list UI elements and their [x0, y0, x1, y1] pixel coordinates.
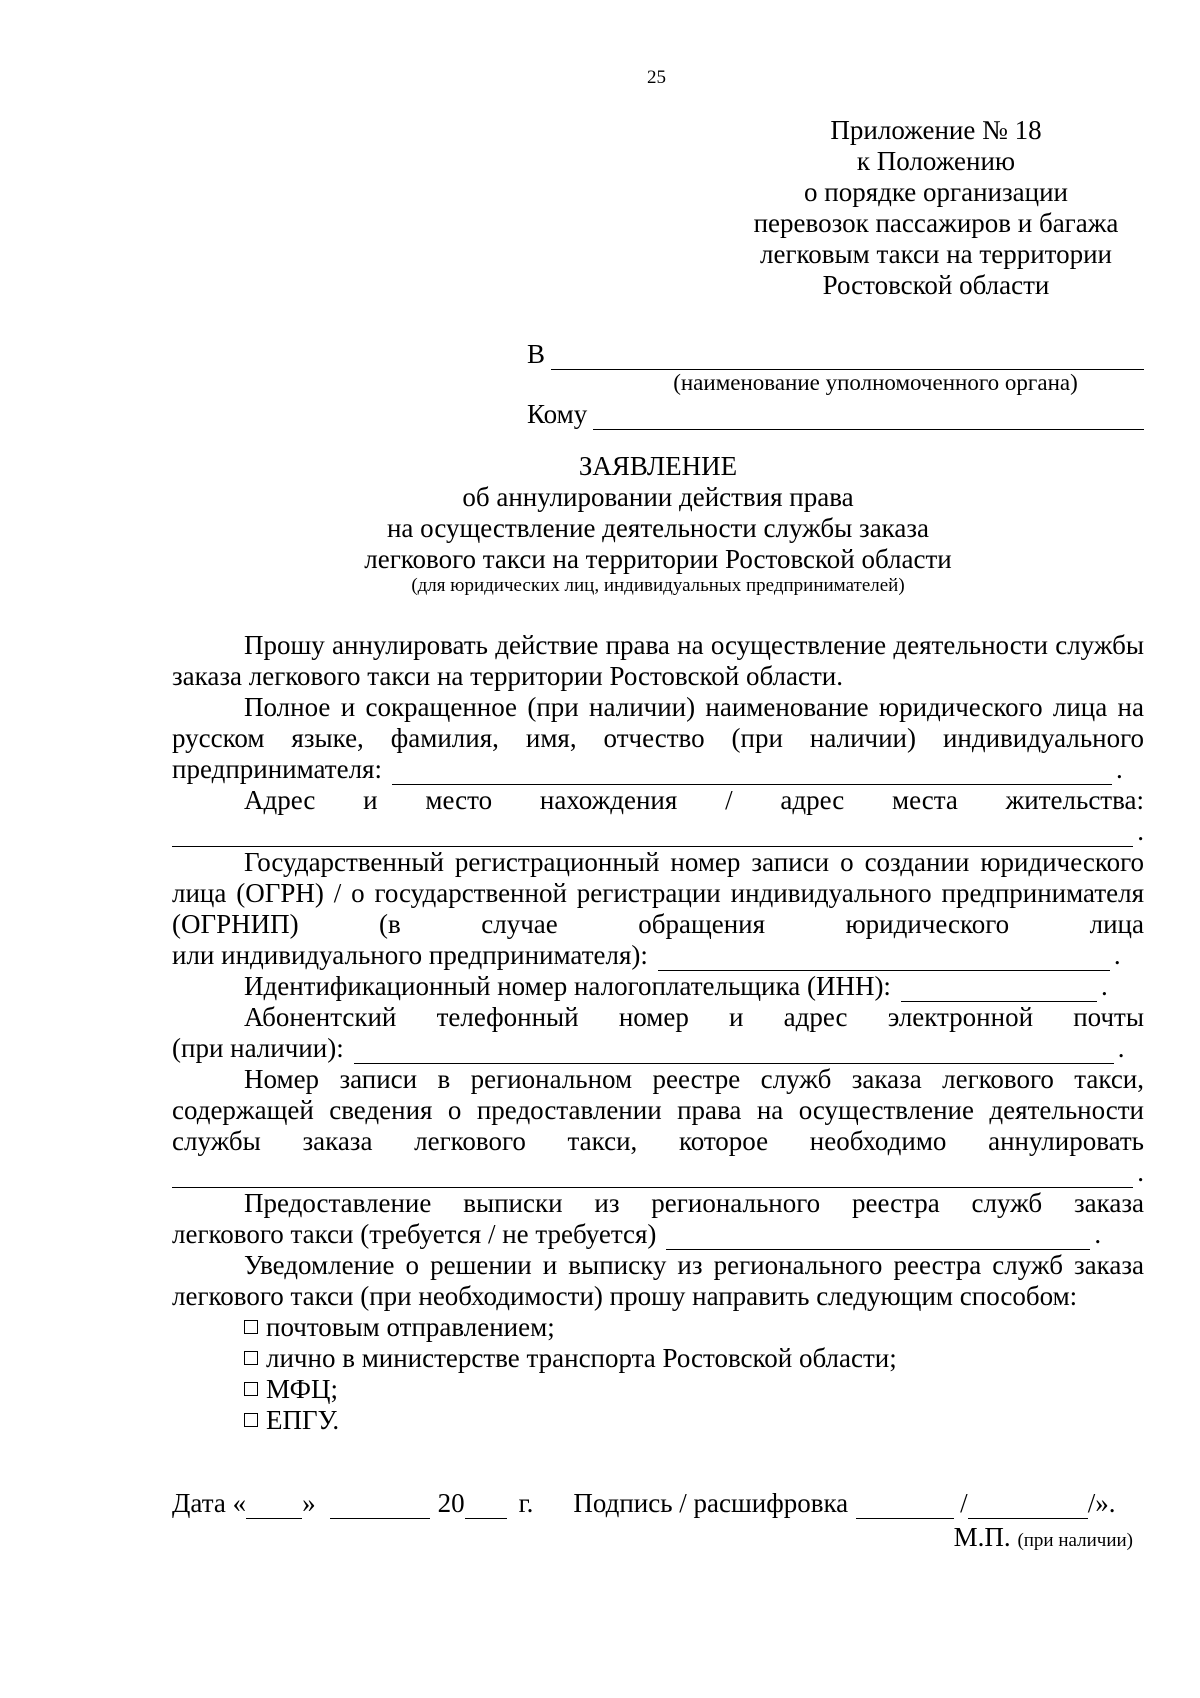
- period: .: [1117, 1033, 1125, 1063]
- signature-block: [172, 1488, 1144, 1519]
- recipient-block: [527, 339, 1144, 430]
- address-field[interactable]: [172, 824, 1133, 847]
- signature-name-field[interactable]: [968, 1496, 1088, 1519]
- title-note: (для юридических лиц, индивидуальных предпринимателей): [411, 575, 905, 596]
- year-prefix: 20: [437, 1488, 465, 1518]
- page-number: 25: [647, 67, 666, 88]
- option-mfc[interactable]: [172, 1374, 1144, 1405]
- ogrn-field[interactable]: [658, 948, 1110, 971]
- option-epgu[interactable]: [172, 1405, 1144, 1436]
- recipient-to-label: В: [527, 339, 546, 369]
- request-paragraph: Прошу аннулировать действие права на осуществление деятельности службы заказа легкового такси на территории Ростовской области.: [172, 630, 1144, 691]
- signature-end: /».: [1087, 1488, 1116, 1518]
- annex-line: Приложение № 18: [830, 115, 1042, 145]
- phone-paragraph: Абонентский телефонный номер и адрес электронной почты: [244, 1002, 1144, 1032]
- name-field[interactable]: [392, 762, 1112, 785]
- stamp-place: [943, 1522, 1133, 1556]
- extract-line: [172, 1219, 1144, 1250]
- checkbox-icon[interactable]: [244, 1351, 258, 1365]
- recipient-authority-field[interactable]: [551, 347, 1144, 370]
- stamp-label: М.П.: [953, 1522, 1011, 1552]
- extract-label: легкового такси (требуется / не требуется): [172, 1219, 657, 1249]
- notice-paragraph: Уведомление о решении и выписку из регионального реестра служб заказа легкового такси (при необходимости) прошу направить следующим способом:: [172, 1250, 1144, 1311]
- address-label: Адрес и место нахождения / адрес места жительства:: [244, 785, 1144, 815]
- period: .: [1115, 754, 1123, 784]
- period: .: [1137, 816, 1144, 846]
- application-body: [172, 630, 1144, 1436]
- date-label: Дата «: [172, 1488, 247, 1518]
- title-line: легкового такси на территории Ростовской области: [364, 544, 952, 574]
- period: .: [1113, 940, 1121, 970]
- option-label: почтовым отправлением;: [266, 1312, 555, 1342]
- name-label: предпринимателя:: [172, 754, 382, 784]
- option-label: ЕПГУ.: [266, 1405, 340, 1435]
- option-ministry[interactable]: [172, 1343, 1144, 1374]
- stamp-note: (при наличии): [1017, 1530, 1133, 1551]
- option-label: МФЦ;: [266, 1374, 338, 1404]
- inn-line: [172, 971, 1144, 1002]
- title-main: ЗАЯВЛЕНИЕ: [578, 451, 738, 481]
- ogrn-paragraph: Государственный регистрационный номер записи о создании юридического лица (ОГРН) / о государственной регистрации индивидуального предпринимателя (ОГРНИП) (в случае обращения юридического лица: [172, 847, 1144, 939]
- recipient-authority-caption: (наименование уполномоченного органа): [673, 370, 1078, 395]
- extract-paragraph: Предоставление выписки из регионального реестра служб заказа: [244, 1188, 1144, 1218]
- registry-paragraph: Номер записи в региональном реестре служб заказа легкового такси, содержащей сведения о предоставлении права на осуществление деятельности службы заказа легкового такси, которое необходимо аннулировать: [172, 1064, 1144, 1156]
- recipient-whom-label: Кому: [527, 399, 588, 429]
- date-signature-line: [172, 1488, 1144, 1519]
- checkbox-icon[interactable]: [244, 1413, 258, 1427]
- phone-field[interactable]: [354, 1041, 1114, 1064]
- signature-label: Подпись / расшифровка: [573, 1488, 849, 1518]
- period: .: [1094, 1219, 1102, 1249]
- date-mid: »: [302, 1488, 316, 1518]
- signature-separator: /: [960, 1488, 968, 1518]
- extract-field[interactable]: [666, 1227, 1090, 1250]
- phone-line: [172, 1033, 1144, 1064]
- name-line: [172, 754, 1144, 785]
- annex-line: легковым такси на территории: [759, 239, 1112, 269]
- signature-field[interactable]: [856, 1496, 954, 1519]
- name-paragraph: Полное и сокращенное (при наличии) наименование юридического лица на русском языке, фамилия, имя, отчество (при наличии) индивидуального: [172, 692, 1144, 753]
- registry-field[interactable]: [172, 1165, 1133, 1188]
- option-post[interactable]: [172, 1312, 1144, 1343]
- title-line: об аннулировании действия права: [462, 482, 854, 512]
- ogrn-line: [172, 940, 1144, 971]
- checkbox-icon[interactable]: [244, 1320, 258, 1334]
- period: .: [1137, 1157, 1144, 1187]
- date-month-field[interactable]: [330, 1496, 430, 1519]
- annex-line: к Положению: [856, 146, 1016, 176]
- inn-field[interactable]: [901, 979, 1097, 1002]
- date-day-field[interactable]: [246, 1496, 302, 1519]
- annex-line: Ростовской области: [822, 270, 1050, 300]
- registry-line: [172, 1157, 1144, 1188]
- document-title: [172, 451, 1144, 597]
- inn-label: Идентификационный номер налогоплательщика (ИНН):: [244, 971, 891, 1001]
- date-year-field[interactable]: [465, 1496, 507, 1519]
- recipient-authority-line: [527, 339, 1144, 370]
- address-line: [172, 816, 1144, 847]
- checkbox-icon[interactable]: [244, 1382, 258, 1396]
- ogrn-label: или индивидуального предпринимателя):: [172, 940, 648, 970]
- period: .: [1100, 971, 1108, 1001]
- phone-label: (при наличии):: [172, 1033, 344, 1063]
- option-label: лично в министерстве транспорта Ростовской области;: [266, 1343, 897, 1373]
- title-line: на осуществление деятельности службы заказа: [386, 513, 930, 543]
- recipient-whom-line: [527, 399, 1144, 430]
- annex-header: [736, 115, 1136, 301]
- year-suffix: г.: [518, 1488, 534, 1518]
- annex-line: о порядке организации: [804, 177, 1068, 207]
- recipient-whom-field[interactable]: [593, 407, 1144, 430]
- annex-line: перевозок пассажиров и багажа: [753, 208, 1119, 238]
